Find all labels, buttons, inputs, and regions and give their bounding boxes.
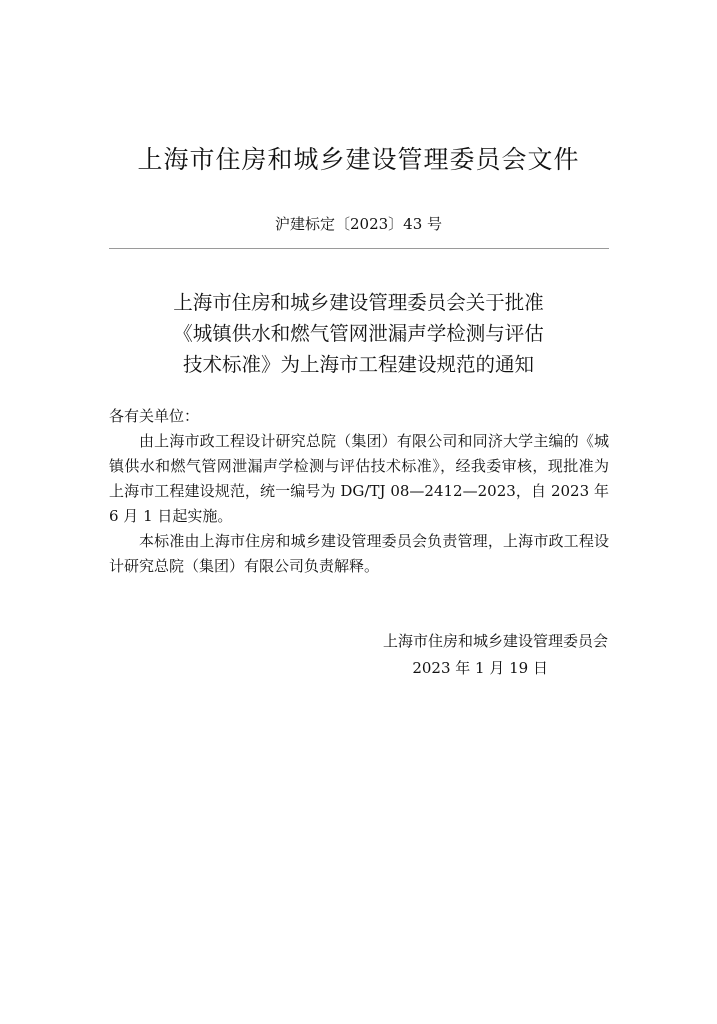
document-number: 沪建标定〔2023〕43 号 xyxy=(274,215,443,233)
notice-title xyxy=(0,287,717,380)
notice-title-line: 上海市住房和城乡建设管理委员会关于批准 xyxy=(173,291,544,314)
issuer-header: 上海市住房和城乡建设管理委员会文件 xyxy=(137,145,580,174)
salutation: 各有关单位： xyxy=(109,407,200,425)
notice-title-line: 《城镇供水和燃气管网泄漏声学检测与评估 xyxy=(173,322,544,345)
body-paragraph: 由上海市政工程设计研究总院（集团）有限公司和同济大学主编的《城镇供水和燃气管网泄漏声学检测与评估技术标准》，经我委审核，现批准为上海市工程建设规范，统一编号为 DG/TJ 08—2412—2023，自 2023 年 6 月 1 日起实施。 xyxy=(109,432,609,525)
body-paragraph: 本标准由上海市住房和城乡建设管理委员会负责管理，上海市政工程设计研究总院（集团）有限公司负责解释。 xyxy=(109,532,609,575)
signature-block xyxy=(308,628,608,682)
signature-date: 2023 年 1 月 19 日 xyxy=(412,659,548,677)
signature-issuer: 上海市住房和城乡建设管理委员会 xyxy=(382,632,608,650)
header-divider xyxy=(109,248,609,249)
notice-body xyxy=(109,404,609,579)
notice-title-line: 技术标准》为上海市工程建设规范的通知 xyxy=(182,353,534,376)
